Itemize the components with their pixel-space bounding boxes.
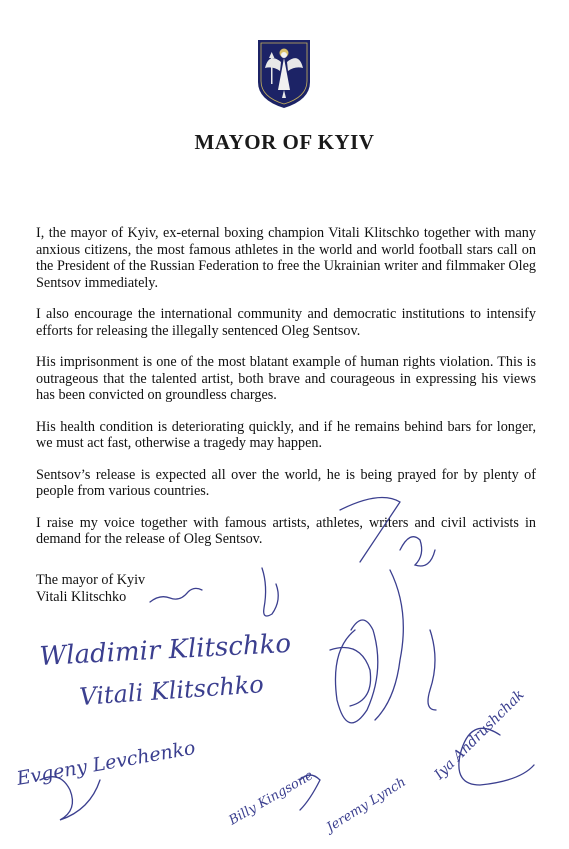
letter-paragraph: His imprisonment is one of the most blatant example of human rights violation. This is outrageous that the talented artist, both brave and courageous in expressing his views has been convicted on groundless charges. xyxy=(36,354,536,403)
signatures-area xyxy=(0,480,569,849)
signature-mark xyxy=(428,630,436,710)
signoff-title: The mayor of Kyiv xyxy=(36,572,146,588)
signature-mark xyxy=(340,498,400,563)
letter-paragraph: I, the mayor of Kyiv, ex-eternal boxing champion Vitali Klitschko together with many anxious citizens, the most famous athletes in the world and world football stars call on the President of the Russian Federation to free the Ukrainian writer and filmmaker Oleg Sentsov immediately. xyxy=(36,225,536,291)
signature-text: Jeremy Lynch xyxy=(324,774,409,836)
signature-text: Billy Kingsone xyxy=(226,768,316,829)
signature-mark xyxy=(150,588,202,602)
letter-paragraph: I also encourage the international community and democratic institutions to intensify efforts for releasing the illegally sentenced Oleg Sentsov. xyxy=(36,306,536,339)
signature-mark xyxy=(375,570,403,720)
kyiv-emblem-icon xyxy=(255,38,313,110)
signature-text: Iya Andrushchak xyxy=(431,686,528,783)
letter-paragraph: I raise my voice together with famous artists, athletes, writers and civil activists in demand for the release of Oleg Sentsov. xyxy=(36,514,536,547)
signoff-name: Vitali Klitschko xyxy=(36,588,127,605)
signature-text: Wladimir Klitschko xyxy=(38,628,292,672)
letter-paragraph: Sentsov’s release is expected all over the world, he is being prayed for by plenty of people from various countries. xyxy=(36,466,536,499)
signature-text: Vitali Klitschko xyxy=(78,670,265,711)
signature-mark xyxy=(262,568,278,616)
letter-paragraph: His health condition is deteriorating quickly, and if he remains behind bars for longer, we must act fast, otherwise a tragedy may happen. xyxy=(36,418,536,451)
signature-text: Evgeny Levchenko xyxy=(15,736,198,790)
signature-mark xyxy=(400,537,435,566)
page-title: MAYOR OF KYIV xyxy=(194,130,375,154)
signature-mark xyxy=(335,620,377,723)
